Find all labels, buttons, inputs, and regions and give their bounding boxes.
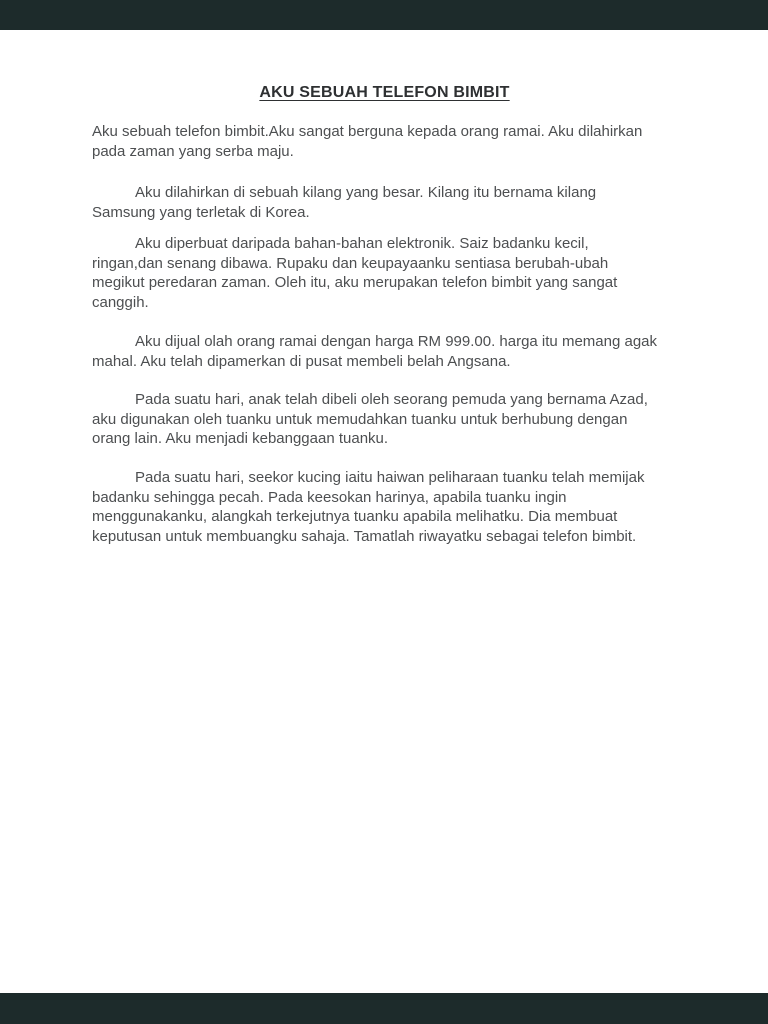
paragraph-line: pada zaman yang serba maju. <box>92 142 294 160</box>
essay-paragraph-3 <box>92 234 677 313</box>
essay-paragraph-6 <box>92 468 677 547</box>
paragraph-line: keputusan untuk membuangku sahaja. Tamatlah riwayatku sebagai telefon bimbit. <box>92 528 637 546</box>
paragraph-line: ringan,dan senang dibawa. Rupaku dan keupayaanku sentiasa berubah-ubah <box>92 254 609 272</box>
paragraph-line: megikut peredaran zaman. Oleh itu, aku merupakan telefon bimbit yang sangat <box>92 274 618 292</box>
document-title <box>92 83 677 103</box>
paragraph-line: Samsung yang terletak di Korea. <box>92 203 310 221</box>
essay-paragraph-5 <box>92 390 677 449</box>
paragraph-line: canggih. <box>92 294 149 312</box>
paragraph-line: Pada suatu hari, seekor kucing iaitu haiwan peliharaan tuanku telah memijak <box>135 469 645 486</box>
paragraph-line: Aku diperbuat daripada bahan-bahan elektronik. Saiz badanku kecil, <box>135 235 589 252</box>
paragraph-line: Pada suatu hari, anak telah dibeli oleh seorang pemuda yang bernama Azad, <box>135 391 648 408</box>
document-title-text: AKU SEBUAH TELEFON BIMBIT <box>259 84 510 101</box>
paragraph-line: Aku dijual olah orang ramai dengan harga RM 999.00. harga itu memang agak <box>135 333 657 350</box>
essay-paragraph-4 <box>92 332 677 371</box>
paragraph-line: Aku sebuah telefon bimbit.Aku sangat berguna kepada orang ramai. Aku dilahirkan <box>92 123 643 140</box>
paragraph-line: menggunakanku, alangkah terkejutnya tuanku apabila melihatku. Dia membuat <box>92 508 618 526</box>
paragraph-line: mahal. Aku telah dipamerkan di pusat membeli belah Angsana. <box>92 352 511 370</box>
paragraph-line: badanku sehingga pecah. Pada keesokan harinya, apabila tuanku ingin <box>92 488 567 506</box>
paragraph-line: aku digunakan oleh tuanku untuk memudahkan tuanku untuk berhubung dengan <box>92 410 628 428</box>
paragraph-line: Aku dilahirkan di sebuah kilang yang besar. Kilang itu bernama kilang <box>135 184 597 201</box>
letterbox-bottom-bar <box>0 993 768 1024</box>
paragraph-line: orang lain. Aku menjadi kebanggaan tuanku. <box>92 430 389 448</box>
essay-paragraph-1 <box>92 122 677 161</box>
letterbox-top-bar <box>0 0 768 30</box>
essay-paragraph-2 <box>92 183 677 222</box>
